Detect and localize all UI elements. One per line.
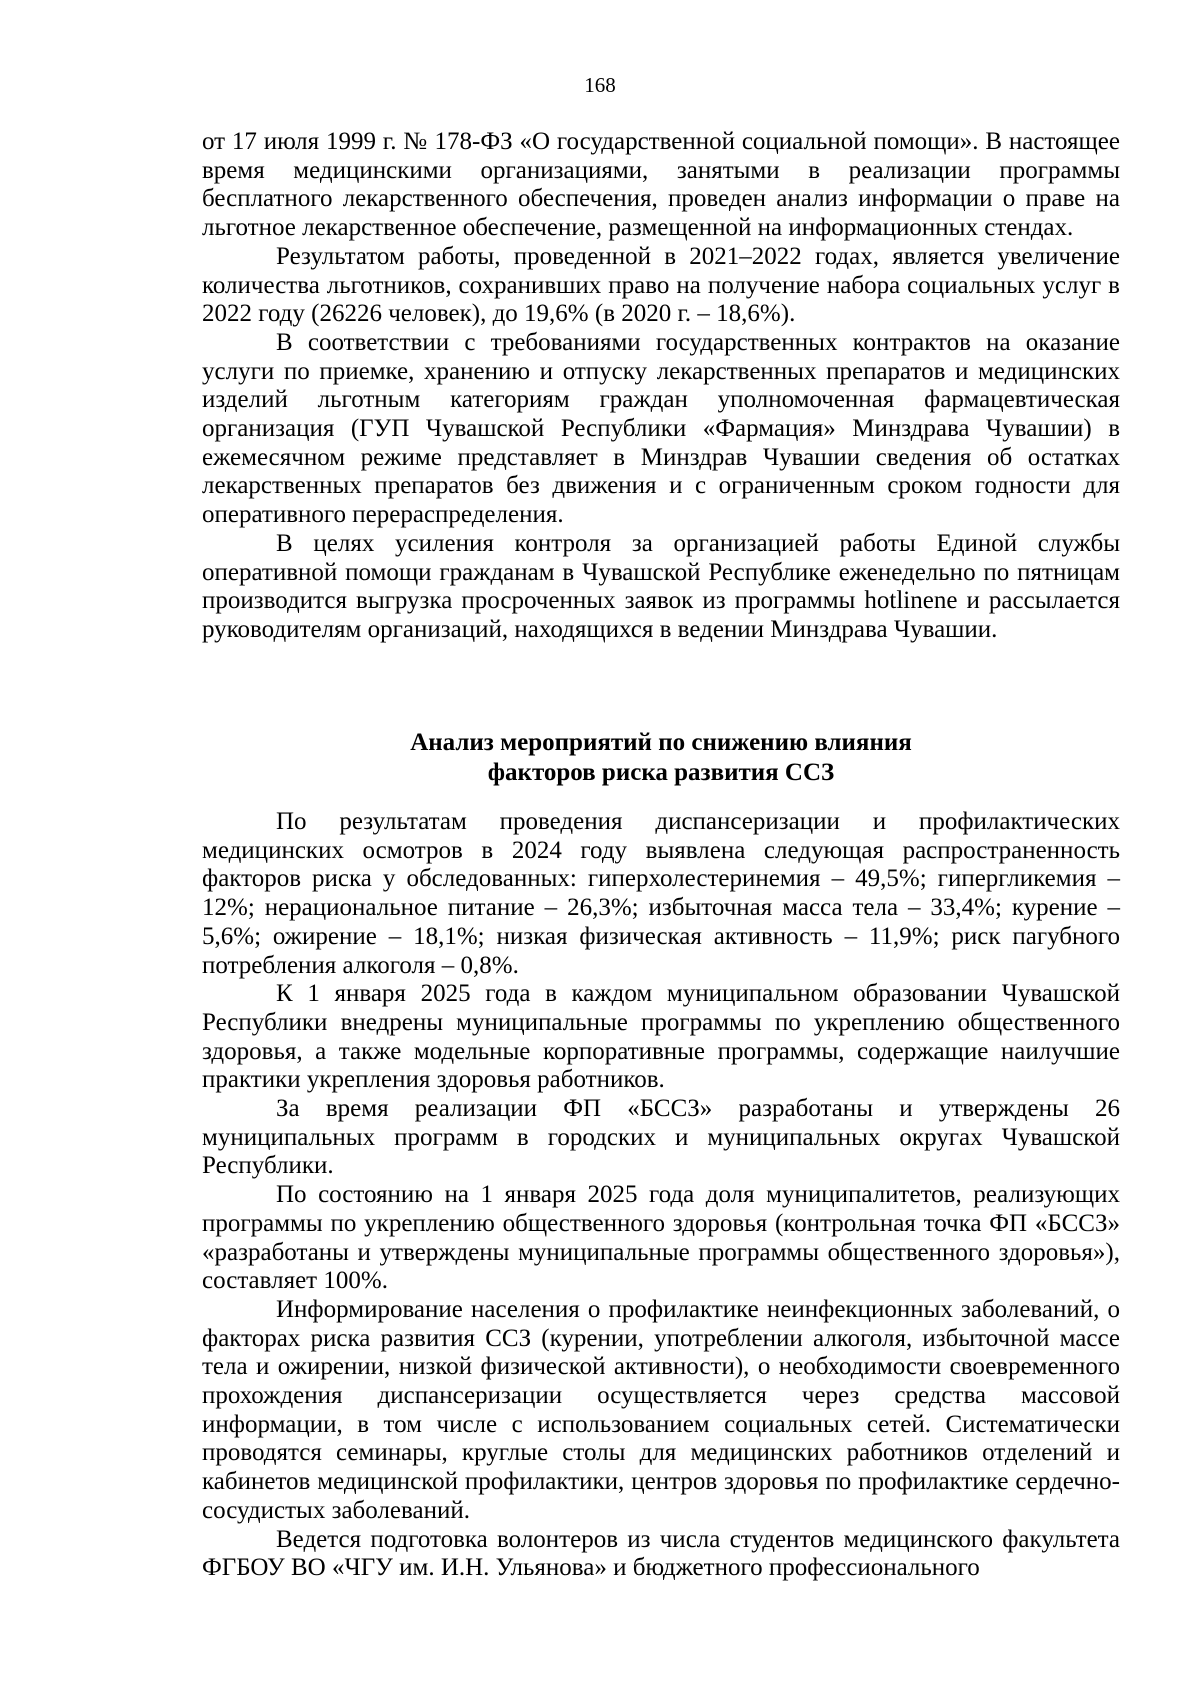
paragraph: По результатам проведения диспансеризации и профилактических медицинских осмотров в 2024 году выявлена следующая распространенность факторов риска у обследованных: гиперхолестеринемия – 49,5%; гипергликемия – 12%; нерациональное питание – 26,3%; избыточная масса тела – 33,4%; курение – 5,6%; ожирение – 18,1%; низкая физическая активность – 11,9%; риск пагубного потребления алкоголя – 0,8%. xyxy=(202,808,1120,979)
paragraph: В целях усиления контроля за организацией работы Единой службы оперативной помощи гражданам в Чувашской Республике еженедельно по пятницам производится выгрузка просроченных заявок из программы hotlinene и рассылается руководителям организаций, находящихся в ведении Минздрава Чувашии. xyxy=(202,529,1120,643)
section-heading xyxy=(202,728,1120,788)
section-heading-line: факторов риска развития ССЗ xyxy=(487,759,835,786)
intro-text xyxy=(202,128,1120,645)
section-text xyxy=(202,808,1120,1583)
paragraph: К 1 января 2025 года в каждом муниципальном образовании Чувашской Республики внедрены муниципальные программы по укреплению общественного здоровья, а также модельные корпоративные программы, содержащие наилучшие практики укрепления здоровья работников. xyxy=(202,980,1120,1094)
paragraph: За время реализации ФП «БССЗ» разработаны и утверждены 26 муниципальных программ в городских и муниципальных округах Чувашской Республики. xyxy=(202,1095,1120,1180)
paragraph: Результатом работы, проведенной в 2021–2022 годах, является увеличение количества льготников, сохранивших право на получение набора социальных услуг в 2022 году (26226 человек), до 19,6% (в 2020 г. – 18,6%). xyxy=(202,242,1120,328)
page-number: 168 xyxy=(584,73,616,97)
section-heading-line: Анализ мероприятий по снижению влияния xyxy=(410,729,912,756)
paragraph: Информирование населения о профилактике неинфекционных заболеваний, о факторах риска развития ССЗ (курении, употреблении алкоголя, избыточной массе тела и ожирении, низкой физической активности), о необходимости своевременного прохождения диспансеризации осуществляется через средства массовой информации, в том числе с использованием социальных сетей. Систематически проводятся семинары, круглые столы для медицинских работников отделений и кабинетов медицинской профилактики, центров здоровья по профилактике сердечно-сосудистых заболеваний. xyxy=(202,1295,1120,1524)
paragraph: от 17 июля 1999 г. № 178-ФЗ «О государственной социальной помощи». В настоящее время медицинскими организациями, занятыми в реализации программы бесплатного лекарственного обеспечения, проведен анализ информации о праве на льготное лекарственное обеспечение, размещенной на информационных стендах. xyxy=(202,128,1120,242)
paragraph: В соответствии с требованиями государственных контрактов на оказание услуги по приемке, хранению и отпуску лекарственных препаратов и медицинских изделий льготным категориям граждан уполномоченная фармацевтическая организация (ГУП Чувашской Республики «Фармация» Минздрава Чувашии) в ежемесячном режиме представляет в Минздрав Чувашии сведения об остатках лекарственных препаратов без движения и с ограниченным сроком годности для оперативного перераспределения. xyxy=(202,328,1120,529)
paragraph: Ведется подготовка волонтеров из числа студентов медицинского факультета ФГБОУ ВО «ЧГУ им. И.Н. Ульянова» и бюджетного профессионального xyxy=(202,1525,1120,1582)
paragraph: По состоянию на 1 января 2025 года доля муниципалитетов, реализующих программы по укреплению общественного здоровья (контрольная точка ФП «БССЗ» «разработаны и утверждены муниципальные программы общественного здоровья»), составляет 100%. xyxy=(202,1181,1120,1295)
